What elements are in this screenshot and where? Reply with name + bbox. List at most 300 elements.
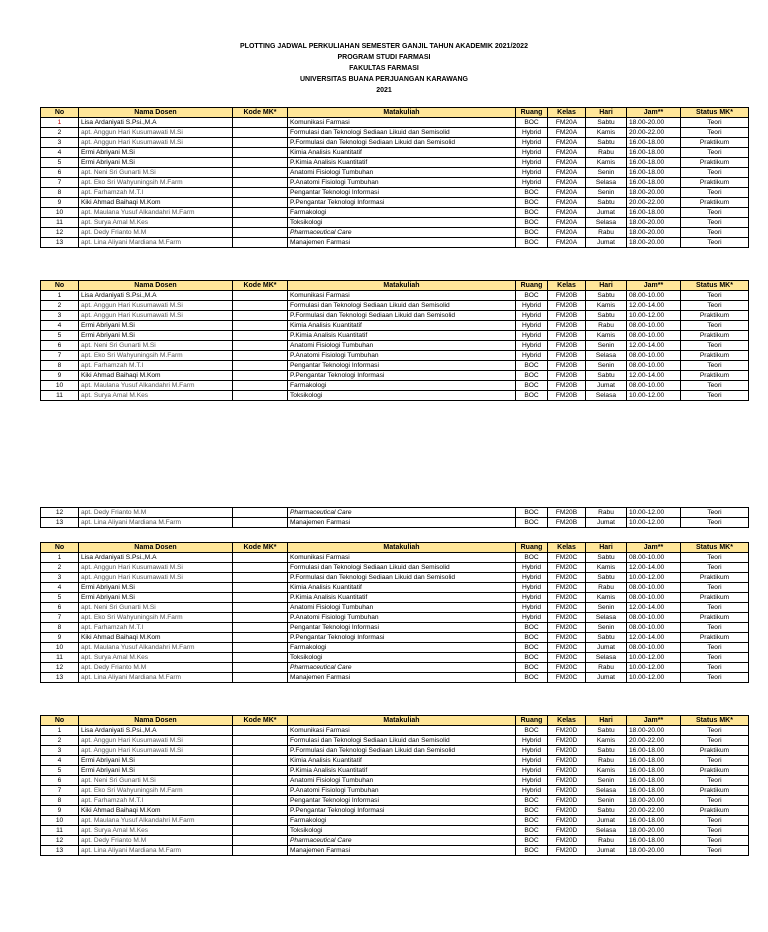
cell-no: 10 bbox=[41, 816, 79, 826]
schedule-table bbox=[40, 715, 749, 856]
cell-lecturer: apt. Anggun Hari Kusumawati M.Si bbox=[79, 573, 233, 583]
cell-course: P.Formulasi dan Teknologi Sediaan Likuid dan Semisolid bbox=[288, 746, 516, 756]
column-header: No bbox=[41, 108, 79, 118]
column-header: Matakuliah bbox=[288, 543, 516, 553]
cell-time: 10.00-12.00 bbox=[627, 508, 681, 518]
cell-room: BOC bbox=[516, 653, 548, 663]
cell-time: 18.00-20.00 bbox=[627, 228, 681, 238]
column-header: Ruang bbox=[516, 716, 548, 726]
cell-course-code bbox=[233, 806, 288, 816]
cell-day: Rabu bbox=[586, 321, 627, 331]
cell-time: 18.00-20.00 bbox=[627, 238, 681, 248]
table-row bbox=[41, 786, 749, 796]
cell-class: FM20B bbox=[548, 391, 586, 401]
cell-day: Sabtu bbox=[586, 573, 627, 583]
cell-day: Rabu bbox=[586, 148, 627, 158]
table-row bbox=[41, 633, 749, 643]
cell-room: Hybrid bbox=[516, 168, 548, 178]
cell-lecturer: apt. Farhamzah M.T.I bbox=[79, 796, 233, 806]
cell-lecturer: apt. Maulana Yusuf Alkandahri M.Farm bbox=[79, 643, 233, 653]
cell-room: BOC bbox=[516, 816, 548, 826]
cell-time: 16.00-18.00 bbox=[627, 168, 681, 178]
cell-course: Komunikasi Farmasi bbox=[288, 726, 516, 736]
cell-lecturer: Ermi Abriyani M.Si bbox=[79, 756, 233, 766]
cell-room: Hybrid bbox=[516, 331, 548, 341]
cell-class: FM20A bbox=[548, 168, 586, 178]
cell-course-code bbox=[233, 623, 288, 633]
cell-room: Hybrid bbox=[516, 148, 548, 158]
schedule-table bbox=[40, 507, 749, 528]
cell-lecturer: Lisa Ardaniyati S.Psi.,M.A bbox=[79, 726, 233, 736]
cell-lecturer: Ermi Abriyani M.Si bbox=[79, 766, 233, 776]
cell-time: 16.00-18.00 bbox=[627, 816, 681, 826]
cell-class: FM20A bbox=[548, 128, 586, 138]
column-header: Nama Dosen bbox=[79, 108, 233, 118]
cell-class: FM20C bbox=[548, 603, 586, 613]
cell-status: Teori bbox=[681, 736, 749, 746]
cell-room: BOC bbox=[516, 118, 548, 128]
cell-course-code bbox=[233, 726, 288, 736]
cell-lecturer: Ermi Abriyani M.Si bbox=[79, 321, 233, 331]
table-row bbox=[41, 643, 749, 653]
cell-lecturer: apt. Neni Sri Gunarti M.Si bbox=[79, 168, 233, 178]
cell-class: FM20C bbox=[548, 573, 586, 583]
table-row bbox=[41, 168, 749, 178]
cell-class: FM20C bbox=[548, 563, 586, 573]
cell-course: Pengantar Teknologi Informasi bbox=[288, 188, 516, 198]
cell-no: 2 bbox=[41, 128, 79, 138]
cell-day: Rabu bbox=[586, 228, 627, 238]
column-header: Kelas bbox=[548, 281, 586, 291]
cell-lecturer: apt. Dedy Frianto M.M bbox=[79, 508, 233, 518]
cell-lecturer: Kiki Ahmad Baihaqi M.Kom bbox=[79, 806, 233, 816]
cell-course-code bbox=[233, 663, 288, 673]
cell-status: Teori bbox=[681, 208, 749, 218]
cell-class: FM20D bbox=[548, 816, 586, 826]
cell-room: BOC bbox=[516, 218, 548, 228]
cell-status: Teori bbox=[681, 218, 749, 228]
cell-course-code bbox=[233, 351, 288, 361]
cell-lecturer: Kiki Ahmad Baihaqi M.Kom bbox=[79, 371, 233, 381]
cell-course-code bbox=[233, 766, 288, 776]
cell-room: BOC bbox=[516, 623, 548, 633]
cell-class: FM20A bbox=[548, 148, 586, 158]
cell-day: Kamis bbox=[586, 736, 627, 746]
cell-course-code bbox=[233, 118, 288, 128]
cell-no: 6 bbox=[41, 776, 79, 786]
cell-day: Selasa bbox=[586, 178, 627, 188]
cell-no: 1 bbox=[41, 291, 79, 301]
cell-time: 08.00-10.00 bbox=[627, 583, 681, 593]
cell-lecturer: apt. Dedy Frianto M.M bbox=[79, 836, 233, 846]
column-header: Hari bbox=[586, 281, 627, 291]
cell-course-code bbox=[233, 361, 288, 371]
cell-room: Hybrid bbox=[516, 158, 548, 168]
cell-status: Praktikum bbox=[681, 746, 749, 756]
table-row bbox=[41, 291, 749, 301]
cell-course-code bbox=[233, 291, 288, 301]
table-row bbox=[41, 321, 749, 331]
cell-day: Sabtu bbox=[586, 311, 627, 321]
column-header: Nama Dosen bbox=[79, 281, 233, 291]
cell-time: 08.00-10.00 bbox=[627, 381, 681, 391]
cell-time: 10.00-12.00 bbox=[627, 663, 681, 673]
column-header: Kelas bbox=[548, 543, 586, 553]
cell-course: P.Formulasi dan Teknologi Sediaan Likuid dan Semisolid bbox=[288, 311, 516, 321]
cell-course-code bbox=[233, 218, 288, 228]
table-row bbox=[41, 148, 749, 158]
cell-course-code bbox=[233, 208, 288, 218]
cell-no: 4 bbox=[41, 756, 79, 766]
cell-no: 3 bbox=[41, 573, 79, 583]
table-row bbox=[41, 663, 749, 673]
cell-room: BOC bbox=[516, 836, 548, 846]
cell-course: Toksikologi bbox=[288, 653, 516, 663]
cell-day: Kamis bbox=[586, 563, 627, 573]
cell-course-code bbox=[233, 613, 288, 623]
cell-time: 08.00-10.00 bbox=[627, 593, 681, 603]
cell-status: Teori bbox=[681, 726, 749, 736]
cell-room: BOC bbox=[516, 361, 548, 371]
cell-lecturer: apt. Anggun Hari Kusumawati M.Si bbox=[79, 746, 233, 756]
cell-course: Toksikologi bbox=[288, 218, 516, 228]
cell-room: Hybrid bbox=[516, 563, 548, 573]
cell-course-code bbox=[233, 391, 288, 401]
cell-no: 12 bbox=[41, 508, 79, 518]
cell-room: BOC bbox=[516, 796, 548, 806]
column-header: Status MK* bbox=[681, 716, 749, 726]
cell-room: Hybrid bbox=[516, 583, 548, 593]
table-row bbox=[41, 228, 749, 238]
table-row bbox=[41, 583, 749, 593]
cell-class: FM20A bbox=[548, 188, 586, 198]
cell-status: Teori bbox=[681, 518, 749, 528]
cell-course-code bbox=[233, 643, 288, 653]
column-header: No bbox=[41, 281, 79, 291]
cell-course-code bbox=[233, 736, 288, 746]
cell-time: 08.00-10.00 bbox=[627, 361, 681, 371]
cell-status: Teori bbox=[681, 663, 749, 673]
cell-status: Teori bbox=[681, 816, 749, 826]
cell-lecturer: apt. Eko Sri Wahyuningsih M.Farm bbox=[79, 786, 233, 796]
cell-day: Kamis bbox=[586, 158, 627, 168]
cell-class: FM20A bbox=[548, 228, 586, 238]
cell-status: Teori bbox=[681, 836, 749, 846]
cell-time: 12.00-14.00 bbox=[627, 603, 681, 613]
doc-title: PLOTTING JADWAL PERKULIAHAN SEMESTER GANJIL TAHUN AKADEMIK 2021/2022 bbox=[240, 43, 528, 50]
cell-course-code bbox=[233, 826, 288, 836]
cell-lecturer: apt. Maulana Yusuf Alkandahri M.Farm bbox=[79, 208, 233, 218]
cell-lecturer: apt. Lina Aliyani Mardiana M.Farm bbox=[79, 238, 233, 248]
cell-no: 1 bbox=[41, 726, 79, 736]
cell-status: Teori bbox=[681, 238, 749, 248]
cell-class: FM20C bbox=[548, 623, 586, 633]
cell-day: Selasa bbox=[586, 218, 627, 228]
cell-class: FM20A bbox=[548, 218, 586, 228]
schedule-table bbox=[40, 542, 749, 683]
cell-course: Pharmaceutical Care bbox=[288, 663, 516, 673]
cell-course: Anatomi Fisiologi Tumbuhan bbox=[288, 168, 516, 178]
cell-time: 08.00-10.00 bbox=[627, 331, 681, 341]
cell-status: Praktikum bbox=[681, 198, 749, 208]
column-header: Kode MK* bbox=[233, 716, 288, 726]
cell-class: FM20C bbox=[548, 553, 586, 563]
doc-program: PROGRAM STUDI FARMASI bbox=[337, 54, 431, 61]
table-row bbox=[41, 238, 749, 248]
cell-lecturer: Ermi Abriyani M.Si bbox=[79, 331, 233, 341]
column-header: Matakuliah bbox=[288, 281, 516, 291]
table-row bbox=[41, 118, 749, 128]
cell-course: Toksikologi bbox=[288, 826, 516, 836]
cell-course: Kimia Analisis Kuantitatif bbox=[288, 321, 516, 331]
table-row bbox=[41, 138, 749, 148]
cell-status: Praktikum bbox=[681, 786, 749, 796]
cell-course-code bbox=[233, 331, 288, 341]
cell-room: Hybrid bbox=[516, 756, 548, 766]
cell-course: Anatomi Fisiologi Tumbuhan bbox=[288, 341, 516, 351]
cell-course-code bbox=[233, 371, 288, 381]
cell-day: Senin bbox=[586, 796, 627, 806]
cell-status: Praktikum bbox=[681, 331, 749, 341]
table-row bbox=[41, 593, 749, 603]
cell-course: Pharmaceutical Care bbox=[288, 836, 516, 846]
cell-day: Selasa bbox=[586, 391, 627, 401]
cell-no: 1 bbox=[41, 118, 79, 128]
cell-lecturer: Kiki Ahmad Baihaqi M.Kom bbox=[79, 198, 233, 208]
cell-course-code bbox=[233, 508, 288, 518]
table-row bbox=[41, 836, 749, 846]
doc-year: 2021 bbox=[376, 87, 392, 94]
cell-room: Hybrid bbox=[516, 311, 548, 321]
column-header: Ruang bbox=[516, 543, 548, 553]
column-header: Jam** bbox=[627, 281, 681, 291]
cell-no: 10 bbox=[41, 643, 79, 653]
cell-time: 10.00-12.00 bbox=[627, 518, 681, 528]
cell-status: Teori bbox=[681, 391, 749, 401]
cell-status: Teori bbox=[681, 673, 749, 683]
table-row bbox=[41, 371, 749, 381]
cell-day: Jumat bbox=[586, 381, 627, 391]
cell-day: Sabtu bbox=[586, 806, 627, 816]
cell-room: BOC bbox=[516, 371, 548, 381]
cell-class: FM20A bbox=[548, 208, 586, 218]
cell-time: 16.00-18.00 bbox=[627, 158, 681, 168]
cell-room: BOC bbox=[516, 643, 548, 653]
column-header: Matakuliah bbox=[288, 716, 516, 726]
cell-course: P.Kimia Analisis Kuantitatif bbox=[288, 158, 516, 168]
cell-time: 18.00-20.00 bbox=[627, 846, 681, 856]
cell-lecturer: apt. Maulana Yusuf Alkandahri M.Farm bbox=[79, 816, 233, 826]
cell-course-code bbox=[233, 148, 288, 158]
cell-day: Sabtu bbox=[586, 118, 627, 128]
cell-time: 12.00-14.00 bbox=[627, 563, 681, 573]
cell-time: 16.00-18.00 bbox=[627, 766, 681, 776]
cell-day: Sabtu bbox=[586, 198, 627, 208]
cell-lecturer: apt. Anggun Hari Kusumawati M.Si bbox=[79, 128, 233, 138]
cell-room: Hybrid bbox=[516, 613, 548, 623]
cell-course: Manajemen Farmasi bbox=[288, 518, 516, 528]
cell-lecturer: Ermi Abriyani M.Si bbox=[79, 158, 233, 168]
cell-class: FM20B bbox=[548, 508, 586, 518]
cell-room: BOC bbox=[516, 518, 548, 528]
cell-lecturer: apt. Anggun Hari Kusumawati M.Si bbox=[79, 301, 233, 311]
cell-day: Senin bbox=[586, 776, 627, 786]
cell-time: 20.00-22.00 bbox=[627, 806, 681, 816]
table-row bbox=[41, 603, 749, 613]
column-header: Nama Dosen bbox=[79, 543, 233, 553]
table-row bbox=[41, 796, 749, 806]
table-row bbox=[41, 736, 749, 746]
cell-course-code bbox=[233, 341, 288, 351]
table-row bbox=[41, 766, 749, 776]
table-row bbox=[41, 518, 749, 528]
cell-room: BOC bbox=[516, 553, 548, 563]
cell-course-code bbox=[233, 603, 288, 613]
cell-room: BOC bbox=[516, 188, 548, 198]
cell-status: Praktikum bbox=[681, 613, 749, 623]
cell-day: Sabtu bbox=[586, 726, 627, 736]
cell-course: Formulasi dan Teknologi Sediaan Likuid dan Semisolid bbox=[288, 301, 516, 311]
cell-class: FM20B bbox=[548, 331, 586, 341]
cell-no: 9 bbox=[41, 633, 79, 643]
cell-class: FM20D bbox=[548, 796, 586, 806]
cell-course-code bbox=[233, 301, 288, 311]
table-row bbox=[41, 613, 749, 623]
cell-time: 08.00-10.00 bbox=[627, 291, 681, 301]
cell-status: Teori bbox=[681, 118, 749, 128]
cell-no: 12 bbox=[41, 663, 79, 673]
cell-lecturer: apt. Eko Sri Wahyuningsih M.Farm bbox=[79, 613, 233, 623]
cell-no: 8 bbox=[41, 796, 79, 806]
table-row bbox=[41, 756, 749, 766]
cell-status: Teori bbox=[681, 341, 749, 351]
cell-lecturer: apt. Lina Aliyani Mardiana M.Farm bbox=[79, 846, 233, 856]
cell-no: 11 bbox=[41, 826, 79, 836]
cell-day: Kamis bbox=[586, 128, 627, 138]
column-header: Ruang bbox=[516, 108, 548, 118]
cell-course-code bbox=[233, 756, 288, 766]
cell-class: FM20A bbox=[548, 198, 586, 208]
cell-course: Kimia Analisis Kuantitatif bbox=[288, 756, 516, 766]
cell-course: Formulasi dan Teknologi Sediaan Likuid dan Semisolid bbox=[288, 563, 516, 573]
cell-status: Praktikum bbox=[681, 573, 749, 583]
cell-time: 08.00-10.00 bbox=[627, 623, 681, 633]
cell-course: Manajemen Farmasi bbox=[288, 673, 516, 683]
cell-no: 7 bbox=[41, 613, 79, 623]
cell-no: 1 bbox=[41, 553, 79, 563]
cell-time: 08.00-10.00 bbox=[627, 553, 681, 563]
cell-day: Senin bbox=[586, 361, 627, 371]
cell-lecturer: apt. Dedy Frianto M.M bbox=[79, 663, 233, 673]
cell-day: Sabtu bbox=[586, 291, 627, 301]
cell-course-code bbox=[233, 138, 288, 148]
cell-room: BOC bbox=[516, 391, 548, 401]
table-row bbox=[41, 351, 749, 361]
cell-no: 6 bbox=[41, 168, 79, 178]
cell-room: Hybrid bbox=[516, 593, 548, 603]
cell-lecturer: apt. Anggun Hari Kusumawati M.Si bbox=[79, 311, 233, 321]
cell-lecturer: apt. Neni Sri Gunarti M.Si bbox=[79, 776, 233, 786]
cell-class: FM20B bbox=[548, 341, 586, 351]
cell-lecturer: apt. Surya Amal M.Kes bbox=[79, 826, 233, 836]
cell-room: BOC bbox=[516, 508, 548, 518]
cell-course-code bbox=[233, 633, 288, 643]
cell-course-code bbox=[233, 168, 288, 178]
cell-day: Kamis bbox=[586, 331, 627, 341]
cell-class: FM20B bbox=[548, 361, 586, 371]
cell-time: 10.00-12.00 bbox=[627, 311, 681, 321]
cell-no: 5 bbox=[41, 593, 79, 603]
cell-status: Teori bbox=[681, 643, 749, 653]
cell-class: FM20A bbox=[548, 138, 586, 148]
doc-faculty: FAKULTAS FARMASI bbox=[349, 65, 419, 72]
cell-status: Teori bbox=[681, 188, 749, 198]
schedule-table bbox=[40, 107, 749, 248]
cell-course: Anatomi Fisiologi Tumbuhan bbox=[288, 776, 516, 786]
cell-day: Selasa bbox=[586, 653, 627, 663]
cell-status: Teori bbox=[681, 228, 749, 238]
cell-course-code bbox=[233, 836, 288, 846]
column-header: Nama Dosen bbox=[79, 716, 233, 726]
cell-class: FM20B bbox=[548, 381, 586, 391]
cell-day: Rabu bbox=[586, 836, 627, 846]
table-row bbox=[41, 623, 749, 633]
column-header: Matakuliah bbox=[288, 108, 516, 118]
cell-time: 20.00-22.00 bbox=[627, 128, 681, 138]
cell-course: Pengantar Teknologi Informasi bbox=[288, 796, 516, 806]
cell-course: P.Formulasi dan Teknologi Sediaan Likuid dan Semisolid bbox=[288, 138, 516, 148]
cell-time: 18.00-20.00 bbox=[627, 188, 681, 198]
table-row bbox=[41, 331, 749, 341]
cell-room: BOC bbox=[516, 291, 548, 301]
cell-status: Praktikum bbox=[681, 633, 749, 643]
cell-course: Pharmaceutical Care bbox=[288, 228, 516, 238]
cell-lecturer: apt. Farhamzah M.T.I bbox=[79, 361, 233, 371]
cell-course: Komunikasi Farmasi bbox=[288, 118, 516, 128]
cell-course: Farmakologi bbox=[288, 208, 516, 218]
cell-no: 7 bbox=[41, 178, 79, 188]
column-header: Jam** bbox=[627, 108, 681, 118]
cell-no: 9 bbox=[41, 806, 79, 816]
cell-no: 7 bbox=[41, 786, 79, 796]
table-row bbox=[41, 341, 749, 351]
cell-status: Teori bbox=[681, 756, 749, 766]
cell-course-code bbox=[233, 583, 288, 593]
cell-day: Sabtu bbox=[586, 553, 627, 563]
cell-no: 4 bbox=[41, 148, 79, 158]
cell-time: 10.00-12.00 bbox=[627, 391, 681, 401]
cell-time: 12.00-14.00 bbox=[627, 301, 681, 311]
cell-class: FM20D bbox=[548, 736, 586, 746]
cell-class: FM20B bbox=[548, 301, 586, 311]
cell-day: Sabtu bbox=[586, 633, 627, 643]
cell-room: BOC bbox=[516, 238, 548, 248]
cell-day: Selasa bbox=[586, 826, 627, 836]
cell-course: P.Formulasi dan Teknologi Sediaan Likuid dan Semisolid bbox=[288, 573, 516, 583]
cell-room: Hybrid bbox=[516, 128, 548, 138]
table-row bbox=[41, 563, 749, 573]
table-row bbox=[41, 826, 749, 836]
column-header: Kode MK* bbox=[233, 108, 288, 118]
cell-day: Senin bbox=[586, 623, 627, 633]
column-header: Kelas bbox=[548, 108, 586, 118]
cell-status: Praktikum bbox=[681, 806, 749, 816]
table-row bbox=[41, 653, 749, 663]
cell-status: Praktikum bbox=[681, 593, 749, 603]
cell-time: 18.00-20.00 bbox=[627, 118, 681, 128]
cell-no: 9 bbox=[41, 371, 79, 381]
cell-no: 3 bbox=[41, 311, 79, 321]
